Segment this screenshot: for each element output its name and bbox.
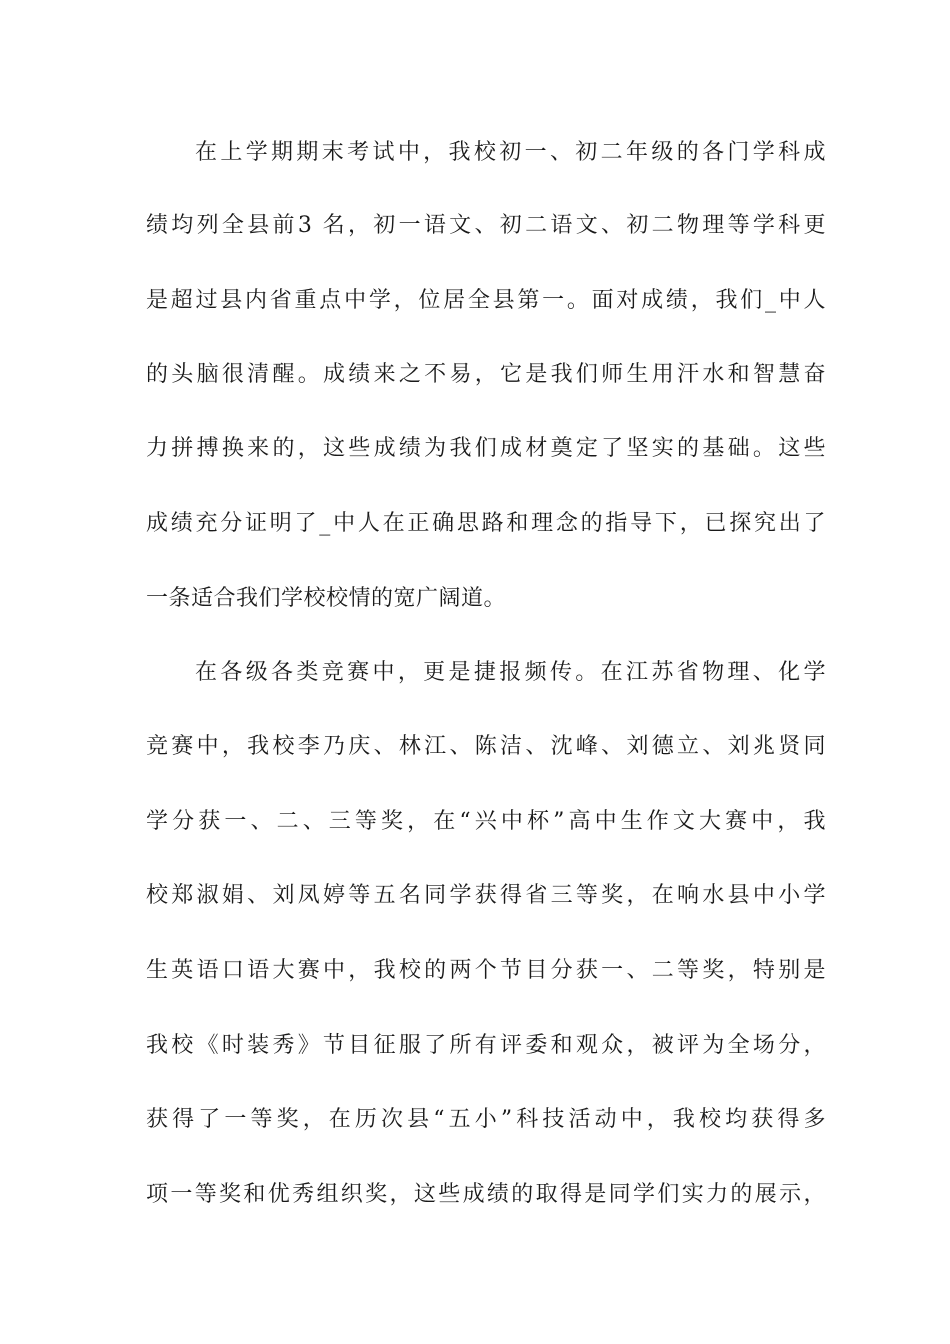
paragraph-2-line-4: 校郑淑娟、刘凤婷等五名同学获得省三等奖，在响水县中小学 (146, 883, 826, 908)
paragraph-1-line-5: 力拼搏换来的，这些成绩为我们成材奠定了坚实的基础。这些 (146, 436, 826, 461)
paragraph-2-line-2: 竞赛中，我校李乃庆、林江、陈洁、沈峰、刘德立、刘兆贤同 (146, 734, 826, 759)
paragraph-2-line-3: 学分获一、二、三等奖，在“兴中杯”高中生作文大赛中，我 (146, 809, 826, 834)
paragraph-1-line-3: 是超过县内省重点中学，位居全县第一。面对成绩，我们_中人 (146, 288, 826, 313)
paragraph-2-line-6: 我校《时装秀》节目征服了所有评委和观众，被评为全场分， (146, 1033, 826, 1058)
paragraph-1-line-6: 成绩充分证明了_中人在正确思路和理念的指导下，已探究出了 (146, 511, 826, 536)
paragraph-1-line-4: 的头脑很清醒。成绩来之不易，它是我们师生用汗水和智慧奋 (146, 362, 826, 387)
paragraph-2-line-8: 项一等奖和优秀组织奖，这些成绩的取得是同学们实力的展示， (146, 1182, 826, 1207)
paragraph-2-line-5: 生英语口语大赛中，我校的两个节目分获一、二等奖，特别是 (146, 958, 826, 983)
paragraph-1-line-2: 绩均列全县前3 名，初一语文、初二语文、初二物理等学科更 (146, 213, 826, 238)
paragraph-2-line-7: 获得了一等奖，在历次县“五小”科技活动中，我校均获得多 (146, 1107, 826, 1132)
paragraph-1-line-7: 一条适合我们学校校情的宽广阔道。 (146, 586, 507, 611)
paragraph-1-line-1: 在上学期期末考试中，我校初一、初二年级的各门学科成 (195, 140, 826, 165)
paragraph-2-line-1: 在各级各类竞赛中，更是捷报频传。在江苏省物理、化学 (195, 660, 826, 685)
